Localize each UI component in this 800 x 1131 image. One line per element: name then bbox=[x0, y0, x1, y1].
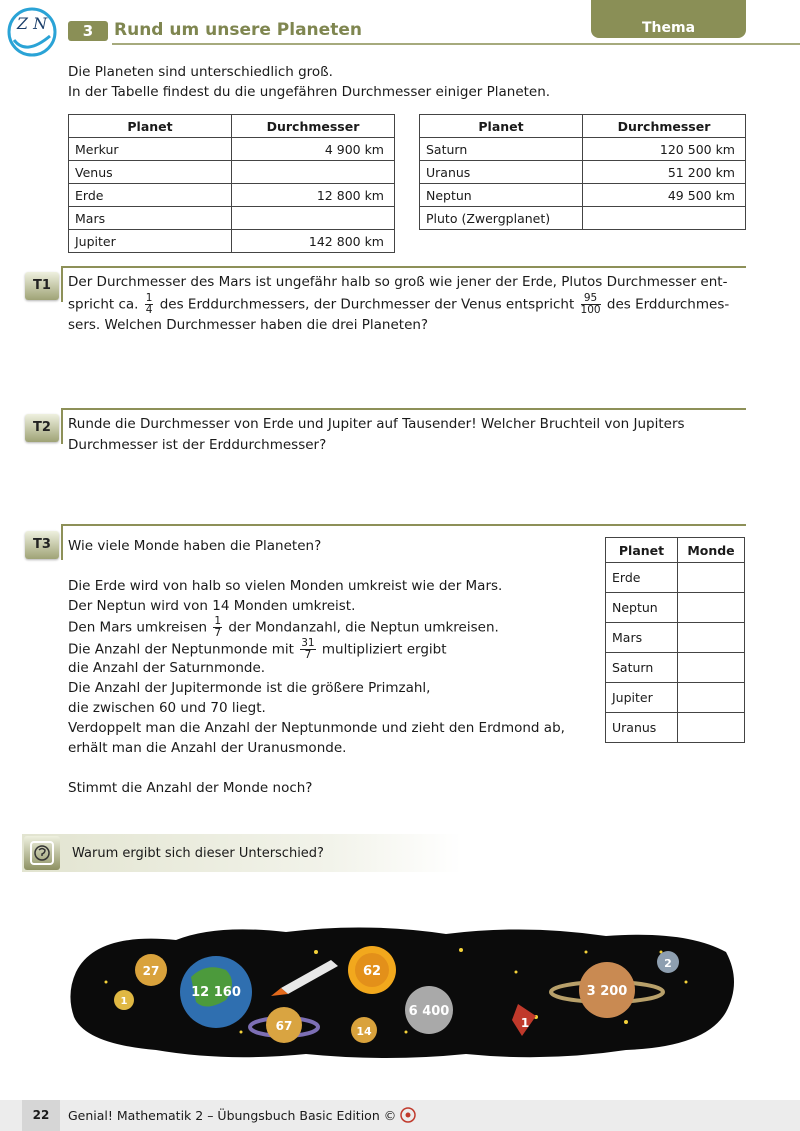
t1-text: des Erddurchmes- bbox=[606, 296, 730, 313]
planet-cell: Pluto (Zwergplanet) bbox=[420, 207, 583, 230]
table-row bbox=[606, 623, 745, 653]
t3-rule bbox=[61, 524, 746, 526]
moon-count-cell[interactable] bbox=[678, 653, 745, 683]
t3-question: Wie viele Monde haben die Planeten? bbox=[68, 538, 322, 554]
chapter-number: 3 bbox=[68, 21, 108, 41]
t3-line-5: die Anzahl der Saturnmonde. bbox=[68, 660, 266, 676]
moon-count-cell[interactable] bbox=[678, 593, 745, 623]
section-tab: Thema bbox=[591, 0, 746, 38]
planet-cell: Neptun bbox=[606, 593, 678, 623]
planet-label: 2 bbox=[664, 957, 672, 970]
moon-count-cell[interactable] bbox=[678, 623, 745, 653]
table-row bbox=[69, 161, 395, 184]
planet-cell: Jupiter bbox=[69, 230, 232, 253]
space-illustration bbox=[66, 922, 742, 1062]
table-row bbox=[420, 161, 746, 184]
diameter-cell: 12 800 km bbox=[232, 184, 395, 207]
t3-line-3 bbox=[68, 616, 499, 639]
table-row bbox=[420, 207, 746, 230]
planet-cell: Mars bbox=[606, 623, 678, 653]
table-row bbox=[420, 138, 746, 161]
diameter-cell: 51 200 km bbox=[583, 161, 746, 184]
t3-text: Den Mars umkreisen bbox=[68, 619, 208, 636]
t3-text: Die Anzahl der Neptunmonde mit bbox=[68, 641, 294, 658]
diameter-table-left bbox=[68, 114, 395, 253]
t1-text: des Erddurchmessers, der Durchmesser der Venus entspricht bbox=[159, 296, 575, 313]
t1-side-rule bbox=[61, 266, 63, 302]
table-header: Planet bbox=[606, 538, 678, 563]
table-row bbox=[606, 713, 745, 743]
t3-side-rule bbox=[61, 524, 63, 560]
planet-cell: Erde bbox=[69, 184, 232, 207]
fraction-95-100: $\frac{95}{100}$ bbox=[580, 292, 601, 316]
t2-line-2: Durchmesser ist der Erddurchmesser? bbox=[68, 437, 327, 453]
table-row bbox=[420, 184, 746, 207]
t3-line-8: Verdoppelt man die Anzahl der Neptunmonde und zieht den Erdmond ab, bbox=[68, 720, 565, 736]
publisher-mark-icon bbox=[400, 1107, 416, 1123]
planet-label: 14 bbox=[356, 1025, 372, 1038]
logo-letter-z: Z N bbox=[16, 14, 48, 33]
footer-label: Genial! Mathematik 2 – Übungsbuch Basic Edition © bbox=[68, 1108, 397, 1123]
diameter-table-right bbox=[419, 114, 746, 230]
fraction-one-seventh: $\frac{1}{7}$ bbox=[214, 615, 222, 639]
table-row bbox=[606, 653, 745, 683]
t2-line-1: Runde die Durchmesser von Erde und Jupiter auf Tausender! Welcher Bruchteil von Jupiters bbox=[68, 416, 685, 432]
planet-cell: Saturn bbox=[606, 653, 678, 683]
planet-cell: Mars bbox=[69, 207, 232, 230]
table-row bbox=[69, 138, 395, 161]
t3-text: der Mondanzahl, die Neptun umkreisen. bbox=[228, 619, 499, 636]
planet-label: 6 400 bbox=[408, 1004, 450, 1019]
planet-label: 12 160 bbox=[191, 985, 241, 1000]
t1-line-2 bbox=[68, 293, 729, 316]
diameter-cell[interactable] bbox=[232, 207, 395, 230]
table-header: Planet bbox=[420, 115, 583, 138]
diameter-cell[interactable] bbox=[232, 161, 395, 184]
table-header: Planet bbox=[69, 115, 232, 138]
planet-cell: Uranus bbox=[420, 161, 583, 184]
t3-line-6: Die Anzahl der Jupitermonde ist die größere Primzahl, bbox=[68, 680, 431, 696]
discussion-icon bbox=[24, 836, 60, 870]
table-row bbox=[69, 230, 395, 253]
chapter-title: Rund um unsere Planeten bbox=[114, 20, 362, 40]
table-row bbox=[69, 184, 395, 207]
table-row bbox=[606, 683, 745, 713]
diameter-cell: 4 900 km bbox=[232, 138, 395, 161]
moon-table bbox=[605, 537, 745, 743]
t3-line-2: Der Neptun wird von 14 Monden umkreist. bbox=[68, 598, 356, 614]
publisher-logo bbox=[6, 6, 58, 58]
moon-count-cell[interactable] bbox=[678, 713, 745, 743]
planet-cell: Saturn bbox=[420, 138, 583, 161]
table-header: Durchmesser bbox=[232, 115, 395, 138]
planet-label: 62 bbox=[362, 964, 382, 979]
t1-line-3: sers. Welchen Durchmesser haben die drei Planeten? bbox=[68, 317, 429, 333]
task-marker-t1: T1 bbox=[25, 272, 59, 300]
t2-side-rule bbox=[61, 408, 63, 444]
table-row bbox=[69, 207, 395, 230]
diameter-cell: 142 800 km bbox=[232, 230, 395, 253]
planet-cell: Venus bbox=[69, 161, 232, 184]
planet-label: 3 200 bbox=[586, 984, 628, 999]
diameter-cell: 120 500 km bbox=[583, 138, 746, 161]
planet-cell: Neptun bbox=[420, 184, 583, 207]
header-rule bbox=[112, 43, 800, 45]
planet-cell: Uranus bbox=[606, 713, 678, 743]
diameter-cell[interactable] bbox=[583, 207, 746, 230]
table-header: Monde bbox=[678, 538, 745, 563]
intro-line-1: Die Planeten sind unterschiedlich groß. bbox=[68, 64, 333, 80]
planet-cell: Jupiter bbox=[606, 683, 678, 713]
table-row bbox=[606, 593, 745, 623]
diameter-cell: 49 500 km bbox=[583, 184, 746, 207]
t1-line-1: Der Durchmesser des Mars ist ungefähr halb so groß wie jener der Erde, Plutos Durchmesser ent- bbox=[68, 274, 728, 290]
moon-count-cell[interactable] bbox=[678, 563, 745, 593]
discussion-question: Warum ergibt sich dieser Unterschied? bbox=[72, 846, 324, 861]
table-header: Durchmesser bbox=[583, 115, 746, 138]
t3-line-7: die zwischen 60 und 70 liegt. bbox=[68, 700, 266, 716]
table-row bbox=[606, 563, 745, 593]
t1-text: spricht ca. bbox=[68, 296, 139, 313]
planet-label: 1 bbox=[520, 1016, 530, 1030]
footer-text bbox=[68, 1107, 416, 1123]
planet-label: 67 bbox=[275, 1019, 293, 1033]
task-marker-t2: T2 bbox=[25, 414, 59, 442]
page-number: 22 bbox=[22, 1100, 60, 1131]
t1-rule bbox=[61, 266, 746, 268]
intro-line-2: In der Tabelle findest du die ungefähren Durchmesser einiger Planeten. bbox=[68, 84, 551, 100]
t3-text: multipliziert ergibt bbox=[321, 641, 447, 658]
t3-line-1: Die Erde wird von halb so vielen Monden umkreist wie der Mars. bbox=[68, 578, 503, 594]
fraction-one-quarter: $\frac{1}{4}$ bbox=[145, 292, 153, 316]
t3-line-9: erhält man die Anzahl der Uranusmonde. bbox=[68, 740, 347, 756]
planet-label: 27 bbox=[142, 964, 160, 978]
t3-line-10: Stimmt die Anzahl der Monde noch? bbox=[68, 780, 313, 796]
moon-count-cell[interactable] bbox=[678, 683, 745, 713]
task-marker-t3: T3 bbox=[25, 531, 59, 559]
fraction-31-7: $\frac{31}{7}$ bbox=[301, 637, 315, 661]
planet-cell: Erde bbox=[606, 563, 678, 593]
planet-cell: Merkur bbox=[69, 138, 232, 161]
t2-rule bbox=[61, 408, 746, 410]
planet-label: 1 bbox=[120, 996, 128, 1007]
